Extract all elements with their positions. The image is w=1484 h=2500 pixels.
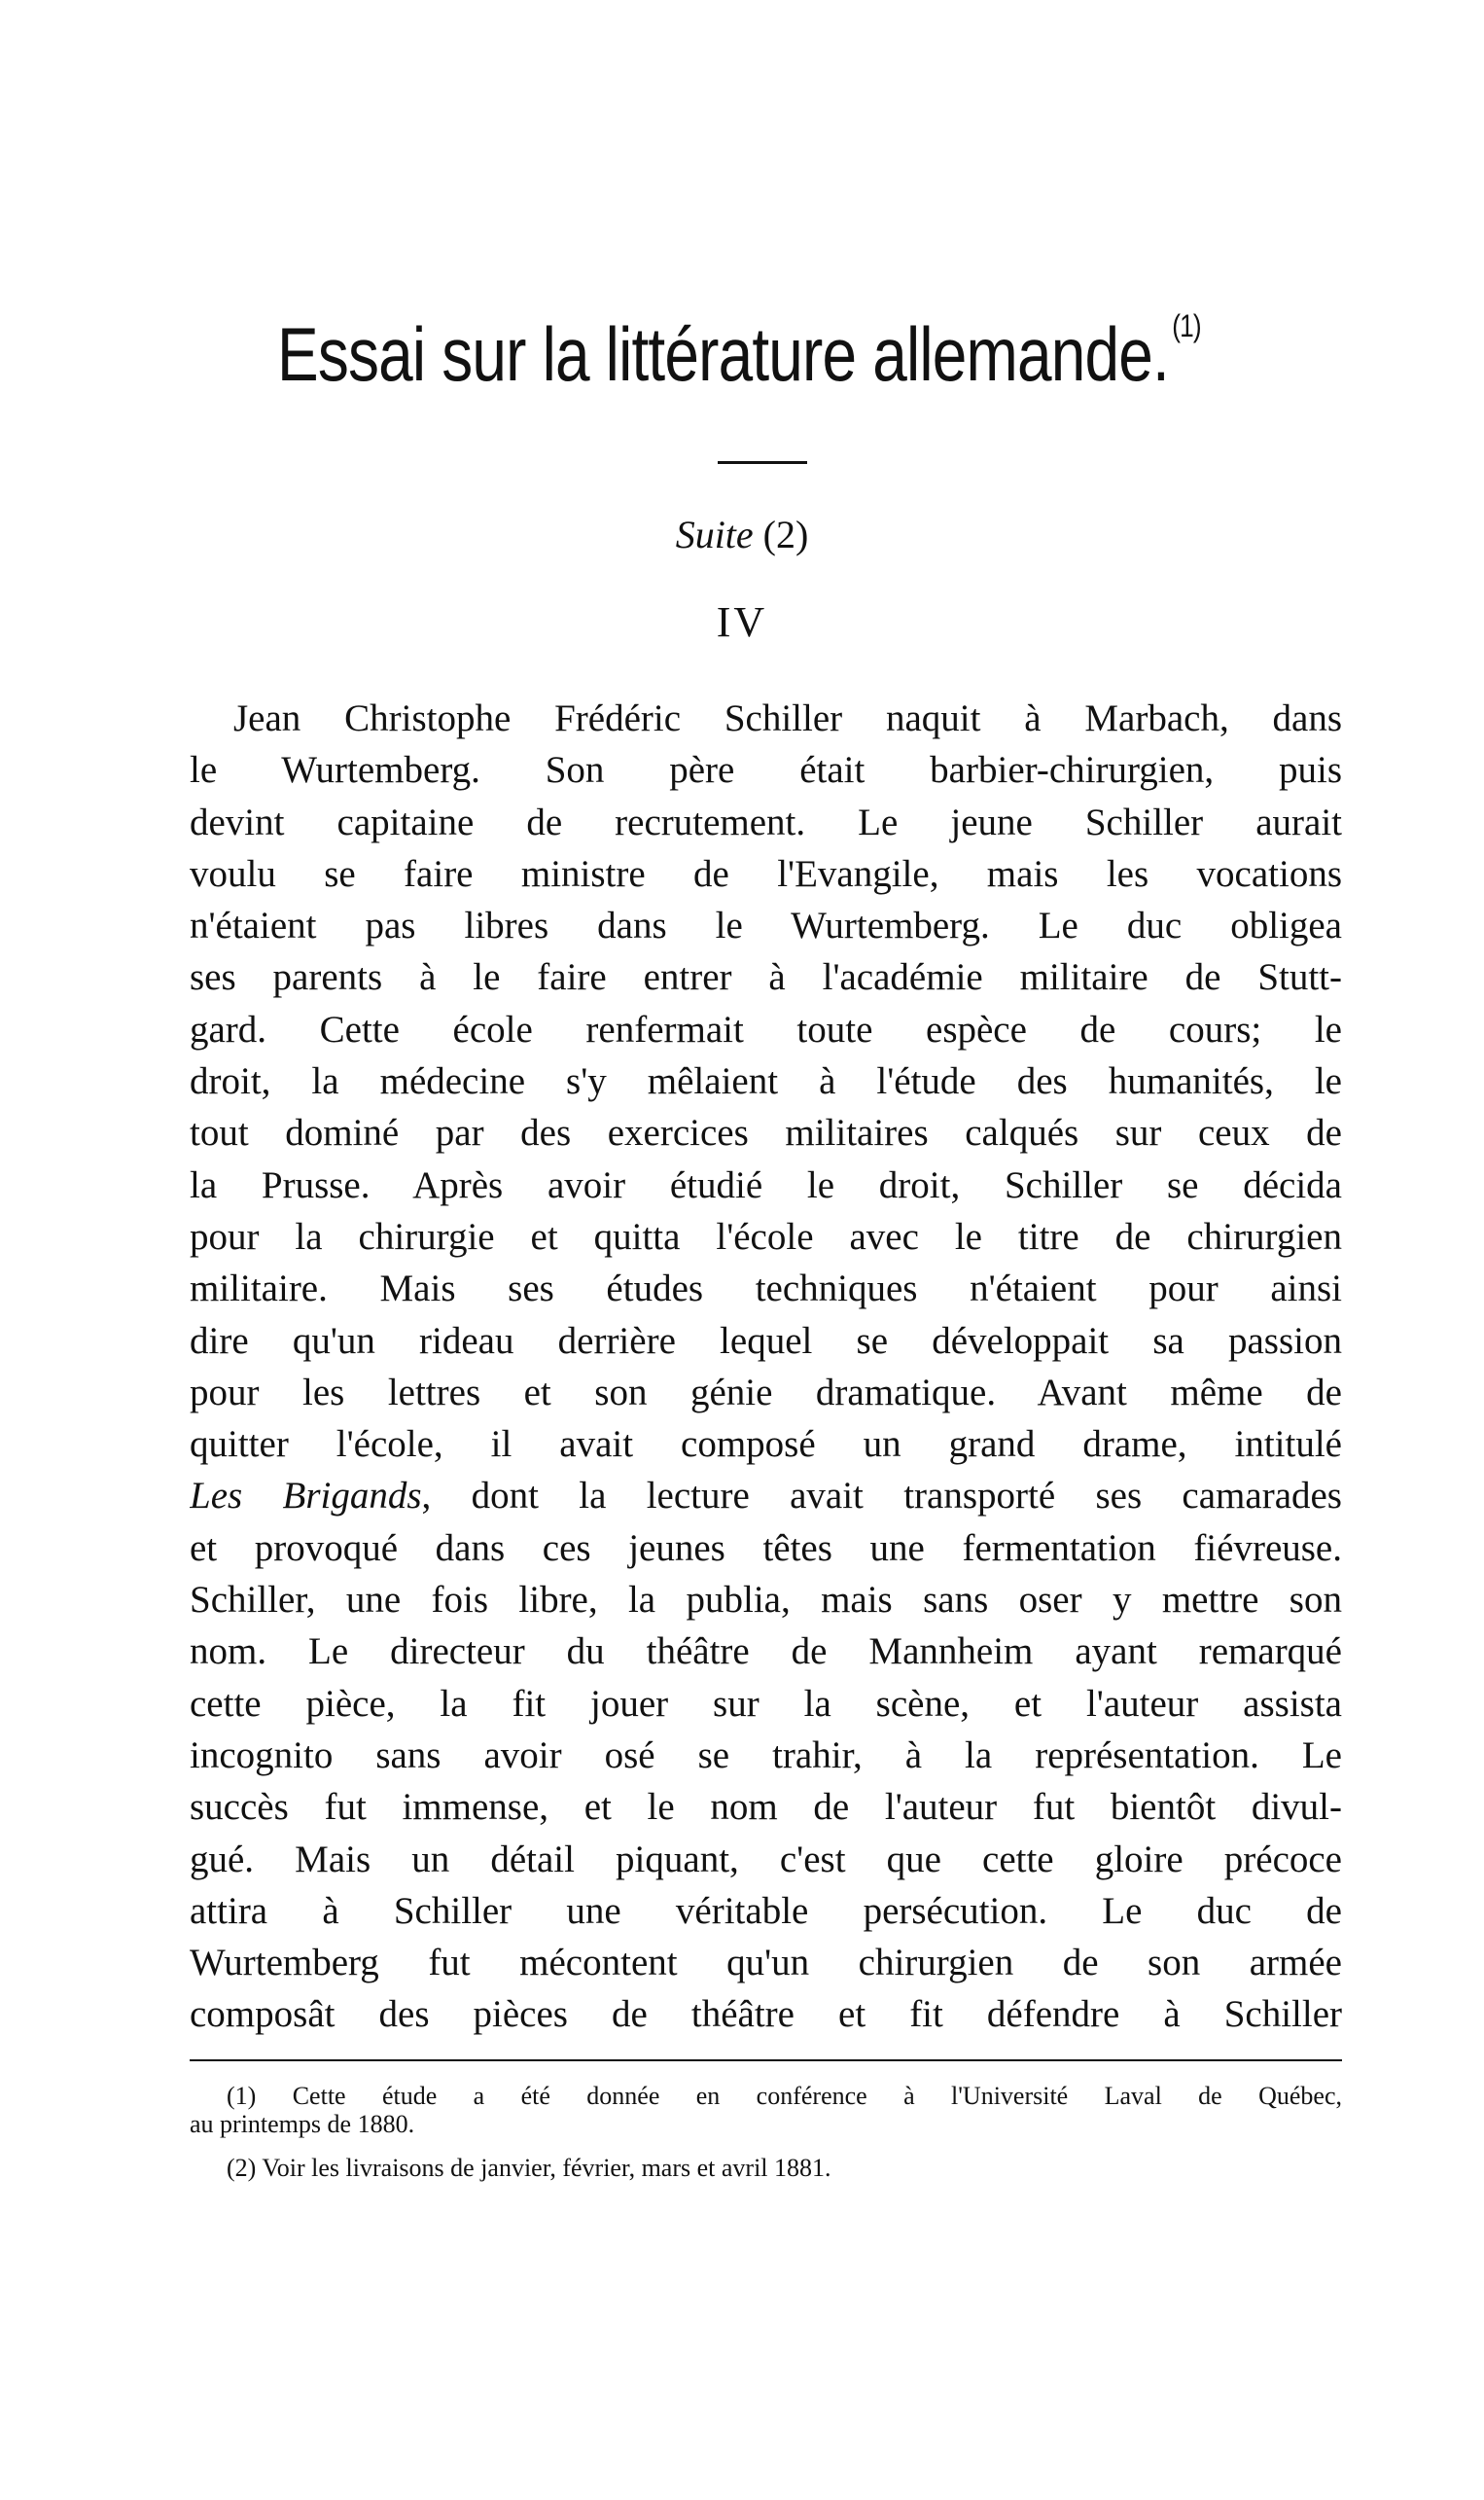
footnote-1-mark: (1) xyxy=(227,2082,257,2110)
paragraph-line: Wurtemberg fut mécontent qu'un chirurgien de son armée xyxy=(190,1942,1342,1984)
paragraph-line: tout dominé par des exercices militaires calqués sur ceux de xyxy=(190,1112,1342,1155)
footnote-2 xyxy=(190,2154,1342,2182)
paragraph-line: ses parents à le faire entrer à l'académie militaire de Stutt- xyxy=(190,956,1342,999)
paragraph-line: Jean Christophe Frédéric Schiller naquit à Marbach, dans xyxy=(233,697,1342,739)
footnote-1-line-2: au printemps de 1880. xyxy=(190,2110,415,2138)
subtitle-label: Suite xyxy=(675,513,754,556)
footnote-1-line-1: Cette étude a été donnée en conférence à l'Université Laval de Québec, xyxy=(292,2082,1342,2110)
paragraph-line: la Prusse. Après avoir étudié le droit, Schiller se décida xyxy=(190,1163,1342,1206)
paragraph-line: gard. Cette école renfermait toute espèce de cours; le xyxy=(190,1008,1342,1051)
paragraph-line: n'étaient pas libres dans le Wurtemberg. Le duc obligea xyxy=(190,905,1342,947)
subtitle-footnote-mark: (2) xyxy=(762,513,809,556)
paragraph-line: incognito sans avoir osé se trahir, à la représentation. Le xyxy=(190,1733,1342,1776)
paragraph-line: et provoqué dans ces jeunes têtes une fermentation fiévreuse. xyxy=(190,1526,1342,1569)
paragraph-line: succès fut immense, et le nom de l'auteur fut bientôt divul- xyxy=(190,1786,1342,1829)
paragraph-line: militaire. Mais ses études techniques n'étaient pour ainsi xyxy=(190,1268,1342,1310)
paragraph-line: le Wurtemberg. Son père était barbier-chirurgien, puis xyxy=(190,749,1342,792)
paragraph-line: pour les lettres et son génie dramatique. Avant même de xyxy=(190,1371,1342,1413)
paragraph-line: dire qu'un rideau derrière lequel se développait sa passion xyxy=(190,1319,1342,1362)
paragraph-line: pour la chirurgie et quitta l'école avec le titre de chirurgien xyxy=(190,1215,1342,1258)
paragraph-line: Schiller, une fois libre, la publia, mais sans oser y mettre son xyxy=(190,1579,1342,1622)
title-rule xyxy=(718,461,807,464)
footnote-2-mark: (2) xyxy=(227,2154,257,2182)
subtitle xyxy=(0,513,1484,556)
paragraph-line: quitter l'école, il avait composé un grand drame, intitulé xyxy=(190,1423,1342,1466)
footnote-rule xyxy=(190,2059,1342,2061)
footnote-1 xyxy=(190,2082,1342,2138)
footnote-2-line-1: Voir les livraisons de janvier, février, mars et avril 1881. xyxy=(262,2154,831,2182)
title-text: Essai sur la littérature allemande. xyxy=(277,311,1169,397)
section-number: IV xyxy=(716,598,768,646)
footnotes xyxy=(190,2082,1342,2197)
paragraph-line: Les Brigands, dont la lecture avait transporté ses camarades xyxy=(190,1475,1342,1518)
body-paragraph xyxy=(190,693,1342,2041)
italic-work-title: Les Brigands xyxy=(190,1475,422,1518)
paragraph-line: attira à Schiller une véritable persécution. Le duc de xyxy=(190,1889,1342,1932)
page-title xyxy=(277,308,1201,397)
paragraph-line: voulu se faire ministre de l'Evangile, mais les vocations xyxy=(190,852,1342,895)
paragraph-line: devint capitaine de recrutement. Le jeune Schiller aurait xyxy=(190,801,1342,843)
paragraph-line: gué. Mais un détail piquant, c'est que cette gloire précoce xyxy=(190,1838,1342,1880)
paragraph-line: composât des pièces de théâtre et fit défendre à Schiller xyxy=(190,1993,1342,2036)
paragraph-line: nom. Le directeur du théâtre de Mannheim ayant remarqué xyxy=(190,1630,1342,1673)
title-footnote-mark: (1) xyxy=(1172,308,1201,343)
paragraph-line: cette pièce, la fit jouer sur la scène, et l'auteur assista xyxy=(190,1682,1342,1725)
paragraph-line: droit, la médecine s'y mêlaient à l'étude des humanités, le xyxy=(190,1060,1342,1103)
